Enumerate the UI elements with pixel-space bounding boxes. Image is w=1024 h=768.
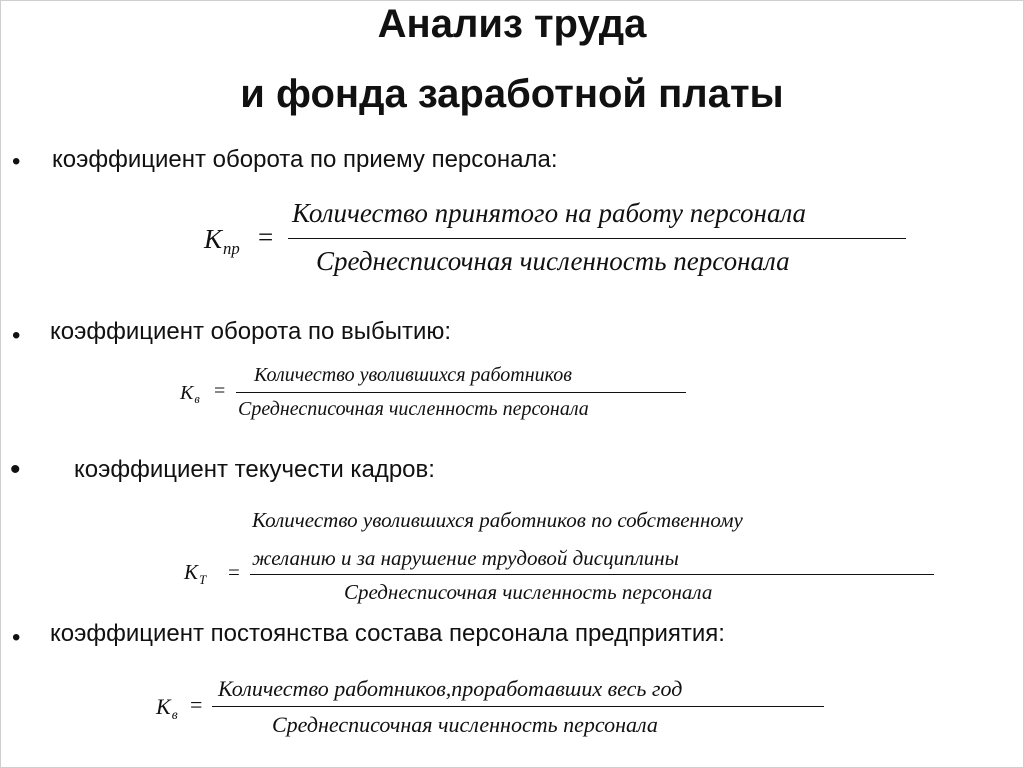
formula-symbol: K: [204, 224, 223, 254]
formula-equals: =: [258, 222, 274, 252]
formula-subscript: пр: [223, 238, 240, 258]
formula-numerator: Количество работников,проработавших весь год: [218, 676, 683, 701]
formula-symbol: K: [156, 694, 171, 719]
bullet-hiring-turnover: коэффициент оборота по приему персонала:: [52, 146, 558, 173]
bullet-marker: •: [12, 148, 21, 175]
bullet-staff-turnover: коэффициент текучести кадров:: [74, 456, 435, 483]
formula-numerator-line-2: желанию и за нарушение трудовой дисциплины: [252, 546, 679, 570]
bullet-separation-turnover: коэффициент оборота по выбытию:: [50, 318, 452, 345]
formula-subscript: T: [199, 571, 207, 587]
bullet-marker: •: [12, 624, 21, 651]
formula-symbol: K: [184, 560, 199, 584]
formula-subscript: в: [194, 392, 200, 407]
fraction-bar: [288, 238, 906, 239]
fraction-bar: [250, 574, 934, 575]
formula-symbol: K: [180, 382, 194, 404]
formula-denominator: Среднесписочная численность персонала: [272, 712, 658, 737]
formula-numerator-line-1: Количество уволившихся работников по собственному: [252, 508, 743, 532]
formula-equals: =: [214, 380, 226, 402]
formula-equals: =: [228, 560, 240, 584]
bullet-marker: •: [12, 322, 21, 349]
formula-lhs: [204, 224, 240, 258]
formula-lhs: [156, 694, 178, 720]
formula-lhs: [184, 560, 206, 585]
formula-denominator: Среднесписочная численность персонала: [316, 246, 790, 276]
bullet-marker: •: [10, 453, 21, 486]
formula-lhs: [180, 382, 200, 405]
fraction-bar: [212, 706, 824, 707]
slide-title-line-2: и фонда заработной платы: [240, 72, 784, 116]
fraction-bar: [236, 392, 686, 393]
formula-equals: =: [190, 692, 203, 717]
slide-title-line-1: Анализ труда: [377, 2, 647, 46]
formula-denominator: Среднесписочная численность персонала: [238, 398, 589, 420]
formula-numerator: Количество принятого на работу персонала: [292, 198, 807, 228]
formula-subscript: в: [171, 706, 178, 722]
formula-denominator: Среднесписочная численность персонала: [344, 580, 713, 604]
bullet-staff-stability: коэффициент постоянства состава персонала предприятия:: [50, 620, 725, 647]
formula-numerator: Количество уволившихся работников: [254, 364, 572, 386]
